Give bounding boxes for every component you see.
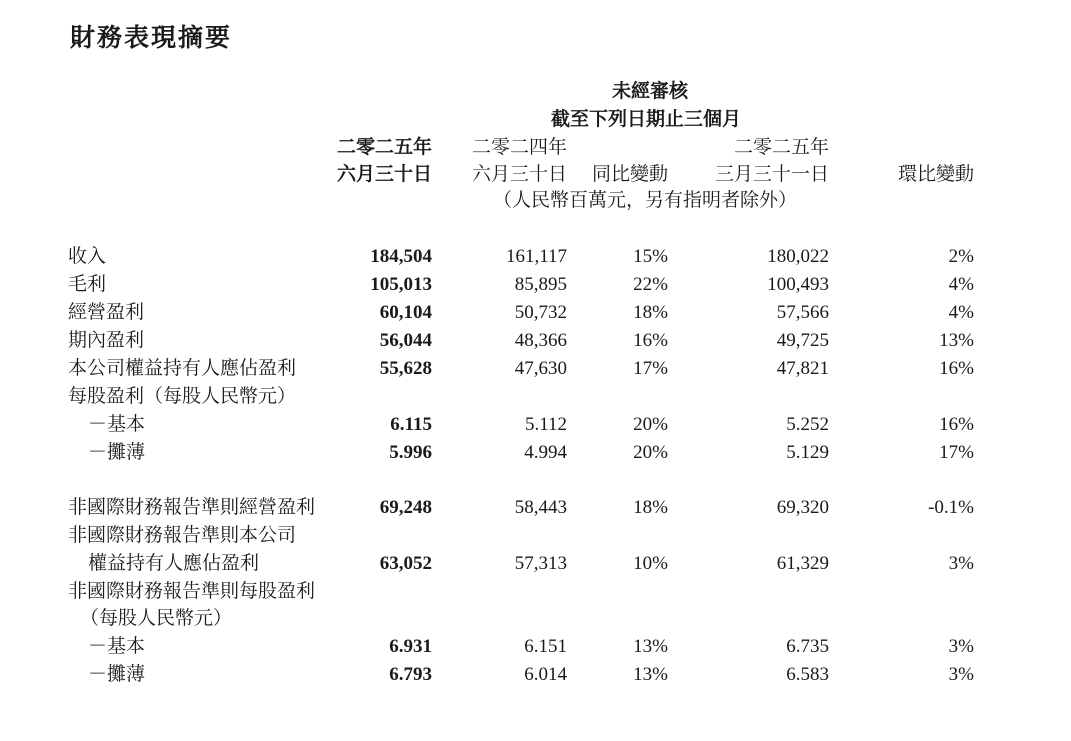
value-qoq: 16% [939,414,974,435]
row-label: 期內盈利 [68,330,145,351]
table-row [0,605,1071,633]
row-label: 權益持有人應佔盈利 [88,553,260,574]
value-q2-2024: 6.014 [524,664,567,685]
value-q2-2025: 55,628 [379,358,432,379]
table-row [0,661,1071,689]
row-label: 本公司權益持有人應佔盈利 [68,358,297,379]
value-yoy: 10% [633,553,668,574]
value-qoq: 4% [948,274,974,295]
row-label: 經營盈利 [68,302,145,323]
value-q2-2024: 161,117 [505,246,567,267]
row-label: 非國際財務報告準則每股盈利 [68,581,316,602]
row-label: －基本 [88,414,146,435]
value-q1-2025: 47,821 [776,358,829,379]
value-q1-2025: 6.583 [786,664,829,685]
value-yoy: 18% [633,497,668,518]
value-q2-2024: 6.151 [524,636,567,657]
value-q1-2025: 57,566 [776,302,829,323]
value-qoq: 3% [948,553,974,574]
table-row [0,243,1071,271]
table-row [0,327,1071,355]
row-label: 非國際財務報告準則經營盈利 [68,497,316,518]
unit-note: （人民幣百萬元，另有指明者除外） [492,190,798,211]
value-q1-2025: 5.129 [786,442,829,463]
value-q2-2025: 6.931 [389,636,432,657]
period-label: 截至下列日期止三個月 [550,109,742,130]
page-title: 財務表現摘要 [70,23,233,52]
value-q2-2024: 85,895 [514,274,567,295]
row-label: －攤薄 [88,664,146,685]
col4-header-line1: 二零二五年 [733,137,829,158]
table-row [0,411,1071,439]
col1-header-line1: 二零二五年 [336,137,432,158]
value-q2-2025: 69,248 [379,497,432,518]
value-q2-2025: 60,104 [379,302,432,323]
value-yoy: 13% [633,664,668,685]
value-q1-2025: 180,022 [767,246,829,267]
value-qoq: 13% [939,330,974,351]
value-qoq: 3% [948,664,974,685]
table-row [0,578,1071,606]
value-yoy: 17% [633,358,668,379]
table-row [0,299,1071,327]
table-row [0,522,1071,550]
value-yoy: 22% [633,274,668,295]
value-q2-2025: 56,044 [379,330,432,351]
unaudited-label: 未經審核 [611,81,689,102]
value-q2-2024: 47,630 [514,358,567,379]
value-qoq: 16% [939,358,974,379]
row-label: －基本 [88,636,146,657]
value-qoq: 2% [948,246,974,267]
row-label: －攤薄 [88,442,146,463]
value-yoy: 20% [633,442,668,463]
col4-header-line2: 三月三十一日 [714,164,829,185]
value-q1-2025: 100,493 [767,274,829,295]
value-qoq: 4% [948,302,974,323]
table-row [0,355,1071,383]
value-qoq: 3% [948,636,974,657]
table-row [0,494,1071,522]
value-q2-2025: 6.793 [389,664,432,685]
value-q2-2024: 50,732 [514,302,567,323]
value-yoy: 16% [633,330,668,351]
col5-header: 環比變動 [897,164,974,185]
table-row [0,439,1071,467]
table-row [0,383,1071,411]
value-q2-2025: 6.115 [390,414,432,435]
value-q2-2025: 63,052 [379,553,432,574]
value-q2-2024: 5.112 [524,414,567,435]
value-yoy: 15% [633,246,668,267]
value-q2-2024: 48,366 [514,330,567,351]
col3-header: 同比變動 [591,164,668,185]
value-q2-2024: 58,443 [514,497,567,518]
col2-header-line2: 六月三十日 [471,164,567,185]
row-label: 非國際財務報告準則本公司 [68,525,297,546]
value-q2-2024: 57,313 [514,553,567,574]
value-q1-2025: 61,329 [776,553,829,574]
row-label: 毛利 [68,274,107,295]
value-q1-2025: 5.252 [786,414,829,435]
col2-header-line1: 二零二四年 [471,137,567,158]
value-q2-2024: 4.994 [524,442,567,463]
table-row [0,550,1071,578]
value-q1-2025: 69,320 [776,497,829,518]
value-qoq: -0.1% [928,497,974,518]
table-row [0,271,1071,299]
row-label: 每股盈利（每股人民幣元） [68,386,297,407]
value-q2-2025: 5.996 [389,442,432,463]
row-label: （每股人民幣元） [80,608,233,629]
col1-header-line2: 六月三十日 [336,164,432,185]
value-q2-2025: 105,013 [370,274,432,295]
row-label: 收入 [68,246,107,267]
value-yoy: 20% [633,414,668,435]
table-row [0,633,1071,661]
value-q1-2025: 6.735 [786,636,829,657]
value-qoq: 17% [939,442,974,463]
value-q1-2025: 49,725 [776,330,829,351]
value-yoy: 18% [633,302,668,323]
value-yoy: 13% [633,636,668,657]
value-q2-2025: 184,504 [370,246,432,267]
